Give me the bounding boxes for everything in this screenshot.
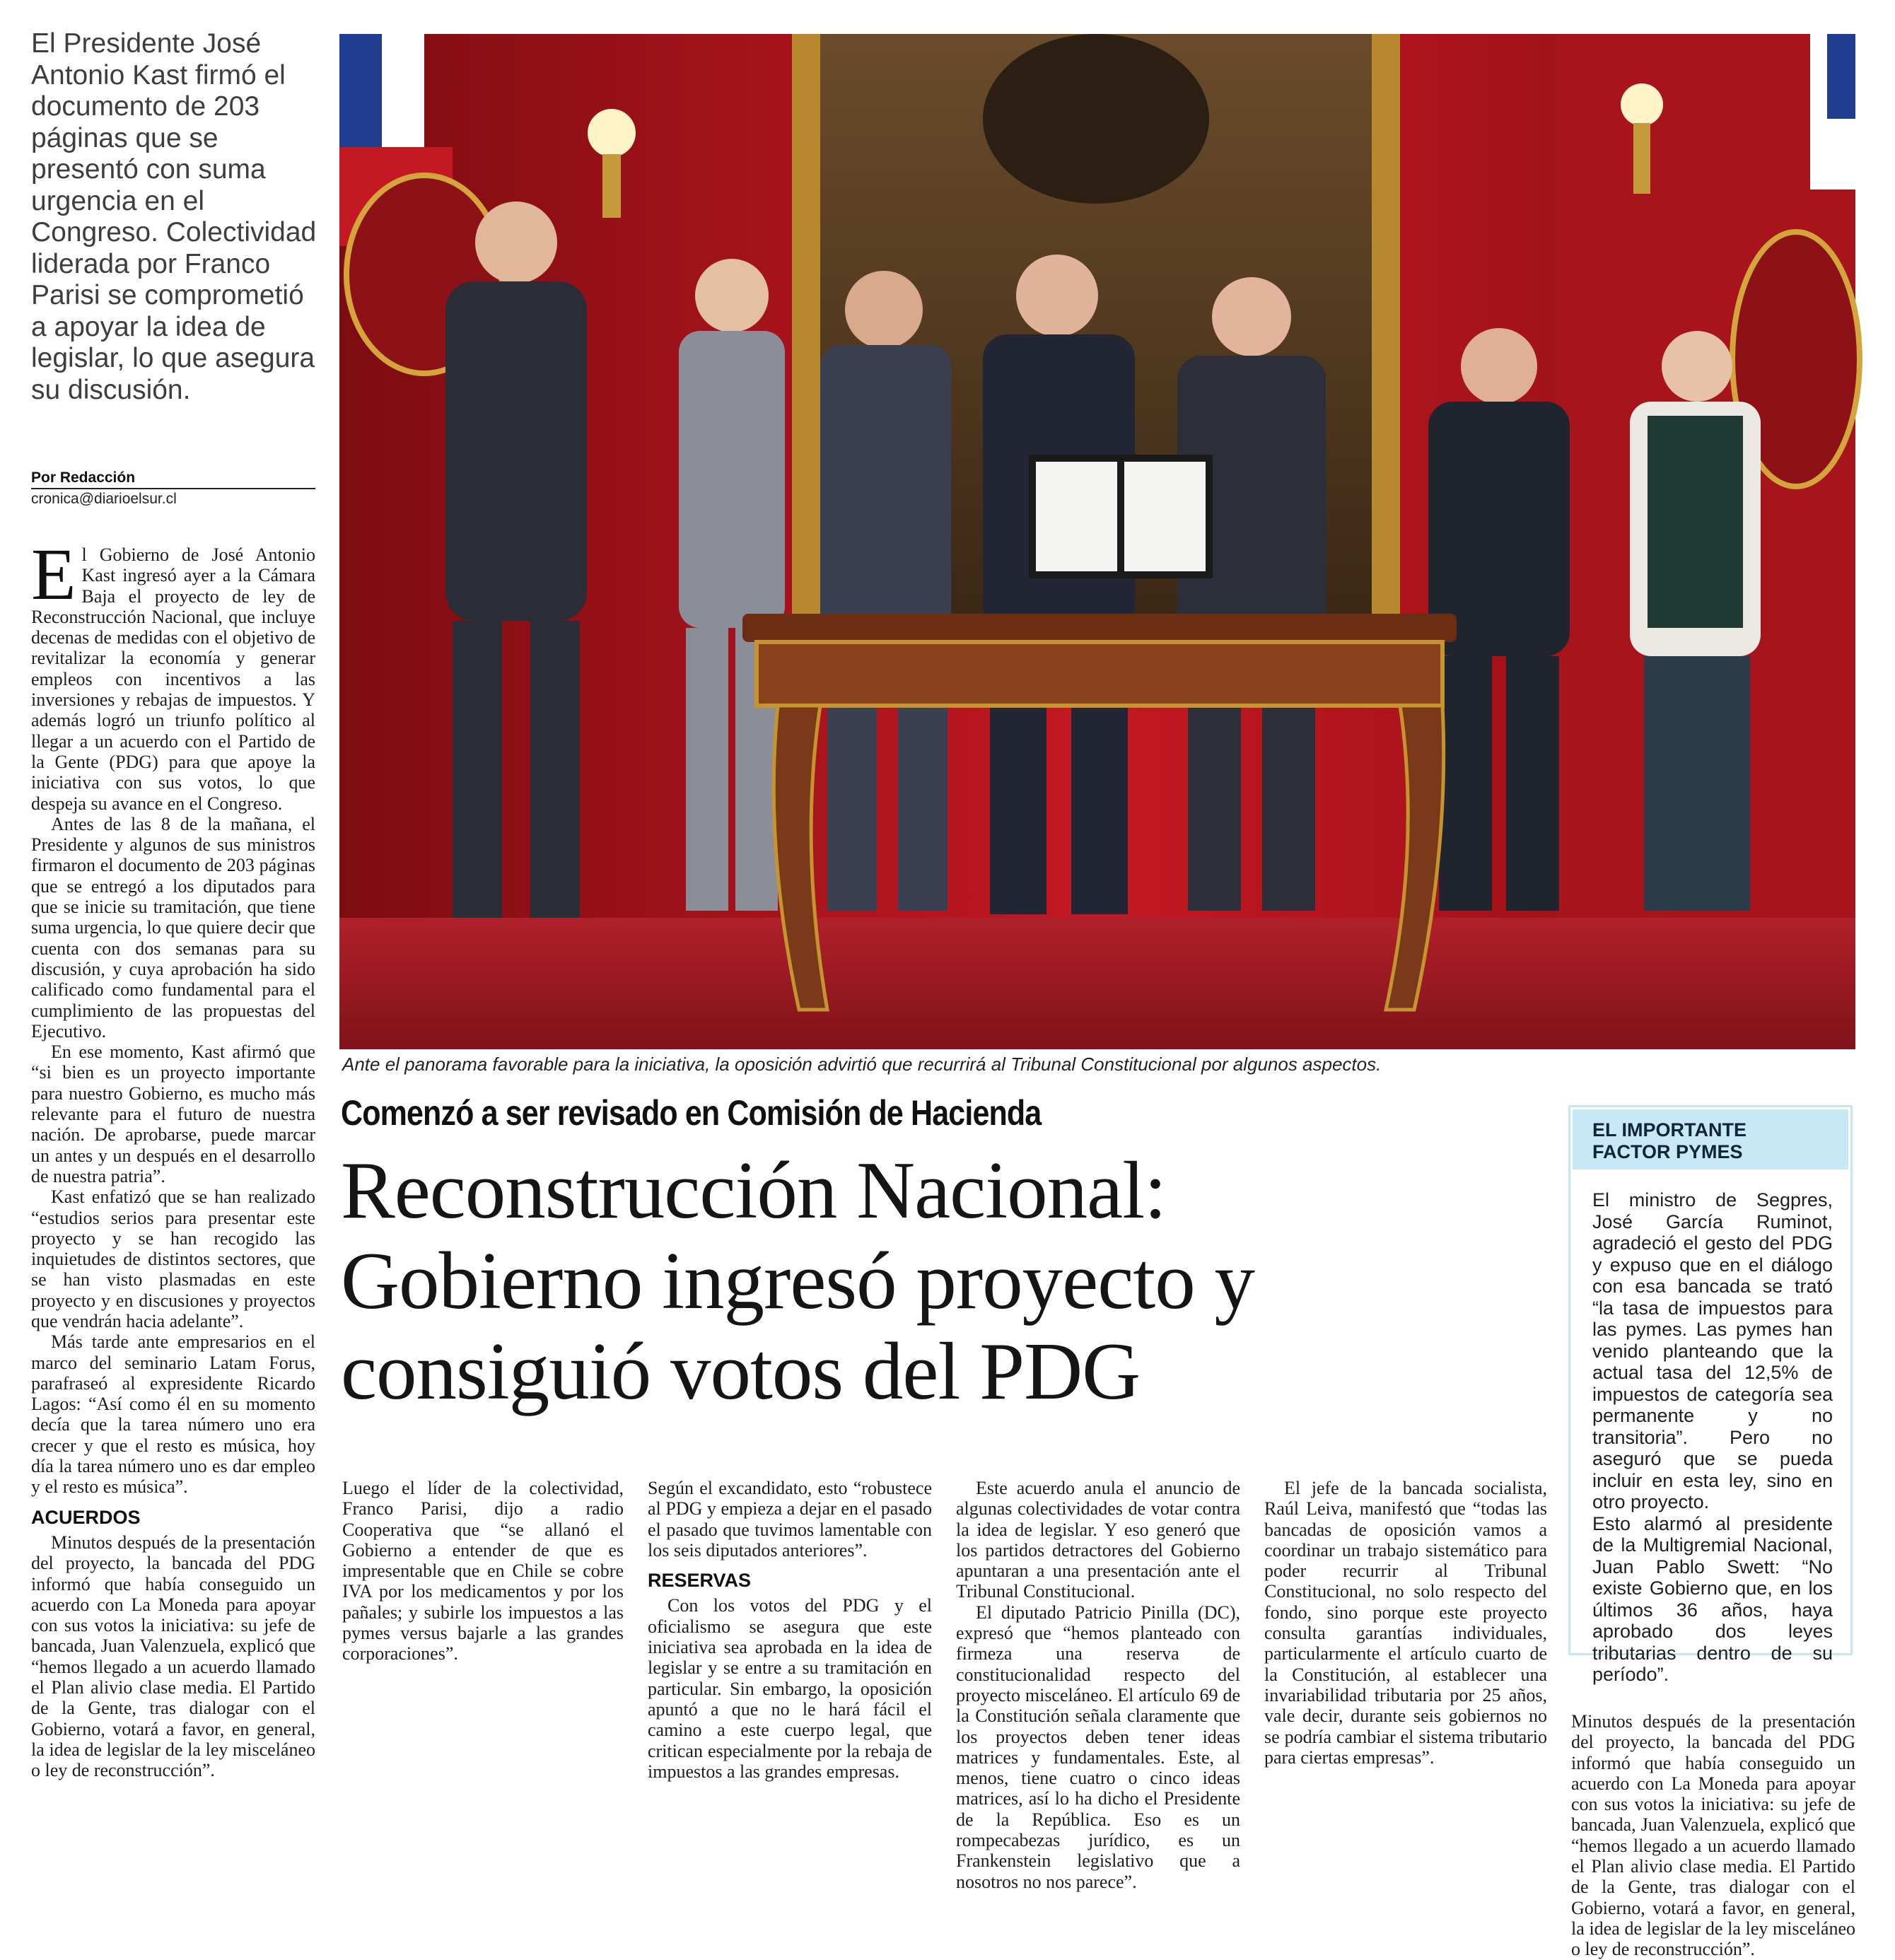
photo-caption: Ante el panorama favorable para la iniciativa, la oposición advirtió que recurrirá al Tribunal Constitucional por algunos aspectos. [342, 1054, 1382, 1075]
paragraph-6: Minutos después de la presentación del proyecto, la bancada del PDG informó que había conseguido un acuerdo con La Moneda para apoyar con sus votos la iniciativa: su jefe de bancada, Juan Valenzuela, explicó que “hemos llegado a un acuerdo llamado el Plan alivio clase media. El Partido de la Gente, tras dialogar con el Gobierno, votará a favor, en general, la idea de legislar de la ley misceláneo o ley de reconstrucción”. [31, 1532, 315, 1781]
byline-author: Por Redacción [31, 469, 315, 489]
article-column-3 [648, 1478, 932, 1782]
sidebar-body [1592, 1189, 1833, 1686]
signed-document [1029, 455, 1213, 578]
chilean-flag-right [1810, 34, 1855, 189]
person-7 [1630, 331, 1761, 911]
paragraph-2: Antes de las 8 de la mañana, el Presidente y algunos de sus ministros firmaron el documento de 203 páginas que se entregó a los diputados para que se inicie su tramitación, que tiene suma urgencia, lo que quiere decir que cuenta con dos semanas para su discusión, y cuya aprobación ha sido calificado como fundamental para el cumplimiento de las propuestas del Ejecutivo. [31, 813, 315, 1042]
byline-email: cronica@diarioelsur.cl [31, 491, 177, 507]
headline [341, 1145, 1254, 1417]
headline-kicker: Comenzó a ser revisado en Comisión de Hacienda [341, 1093, 1042, 1133]
paragraph-8: Según el excandidato, esto “robustece al PDG y empieza a dejar en el pasado el pasado que tuvimos lamentable con los seis diputados anteriores”. [648, 1478, 932, 1561]
sidebar-title [1573, 1109, 1848, 1169]
sidebar-title-line-2: FACTOR PYMES [1592, 1141, 1743, 1162]
paragraph-6-full: Minutos después de la presentación del proyecto, la bancada del PDG informó que había conseguido un acuerdo con La Moneda para apoyar con sus votos la iniciativa: su jefe de bancada, Juan Valenzuela, explicó que “hemos llegado a un acuerdo llamado el Plan alivio clase media. El Partido de la Gente, tras dialogar con el Gobierno, votará a favor, en general, la idea de legislar de la ley misceláneo o ley de reconstrucción”. [1571, 1711, 1855, 1960]
article-column-4 [956, 1478, 1240, 1892]
drop-cap: E [31, 534, 76, 615]
red-carpet [339, 918, 1855, 1049]
article-column-2 [342, 1478, 624, 1727]
sidebar-title-line-1: EL IMPORTANTE [1592, 1119, 1747, 1141]
headline-line-3: consiguió votos del PDG [341, 1326, 1141, 1416]
article-lead: El Presidente José Antonio Kast firmó el documento de 203 páginas que se presentó con suma urgencia en el Congreso. Colectividad liderada por Franco Parisi se comprometió a apoyar la idea de legislar, lo que asegura su discusión. [31, 28, 317, 405]
subhead-acuerdos: ACUERDOS [31, 1506, 141, 1528]
paragraph-10: Este acuerdo anula el anuncio de algunas colectividades de votar contra la idea de legislar. Y eso generó que los partidos detractores del Gobierno apuntaran a una presentación ante el Tribunal Constitucional. [956, 1478, 1240, 1602]
headline-line-2: Gobierno ingresó proyecto y [341, 1236, 1254, 1326]
paragraph-1 [31, 534, 315, 814]
headline-line-1: Reconstrucción Nacional: [341, 1145, 1167, 1235]
article-column-5 [1264, 1478, 1547, 1810]
news-photo [339, 34, 1855, 1049]
subhead-reservas: RESERVAS [648, 1570, 752, 1592]
paragraph-11: El diputado Patricio Pinilla (DC), expresó que “hemos planteado con firmeza una reserva de constitucionalidad respecto del proyecto misceláneo. El artículo 69 de la Constitución señala claramente que los proyectos deben tener ideas matrices y fundamentales. Este, al menos, tiene cuatro o cinco ideas matrices, así lo ha dicho el Presidente de la República. Eso es un rompecabezas jurídico, es un Frankenstein legislativo que a nosotros no nos parece”. [956, 1602, 1240, 1892]
paragraph-5: Más tarde ante empresarios en el marco del seminario Latam Forus, parafraseó al expresidente Ricardo Lagos: “Así como él en su momento decía que la tarea número uno era crecer y que el resto es música, hoy día la tarea número uno es dar empleo y el resto es música”. [31, 1331, 315, 1498]
paragraph-4: Kast enfatizó que se han realizado “estudios serios para presentar este proyecto y se han recogido las inquietudes de distintos sectores, que se han visto plasmadas en este proyecto y en discusiones y proyectos que vendrán hacia adelante”. [31, 1186, 315, 1331]
paragraph-1-text: l Gobierno de José Antonio Kast ingresó ayer a la Cámara Baja el proyecto de ley de Reconstrucción Nacional, que incluye decenas de medidas con el objetivo de revitalizar la economía y generar empleos con incentivos a las inversiones y rebajas de impuestos. Y además logró un triunfo político al llegar a un acuerdo con el Partido de la Gente (PDG) para que apoye la iniciativa con sus votos, lo que despeja su avance en el Congreso. [31, 544, 315, 814]
paragraph-9: Con los votos del PDG y el oficialismo se asegura que este iniciativa sea aprobada en la idea de legislar y se entre a su tramitación en particular. Sin embargo, la oposición apuntó a que no le hará fácil el camino a este cuerpo legal, que critican especialmente por la rebaja de impuestos a las grandes empresas. [648, 1595, 932, 1782]
paragraph-7: Luego el líder de la colectividad, Franco Parisi, dijo a radio Cooperativa que “se allanó el Gobierno a entender de que es impresentable que en Chile se cobre IVA por los medicamentos y por los pañales; y subirle los impuestos a las pymes versus bajarle a las grandes corporaciones”. [342, 1478, 624, 1664]
article-column-1 [31, 534, 315, 1781]
sidebar-paragraph-2: Esto alarmó al presidente de la Multigremial Nacional, Juan Pablo Swett: “No existe Gobierno que, en los últimos 36 años, haya aprobado dos leyes tributarias dentro de su período”. [1592, 1512, 1833, 1685]
paragraph-12: El jefe de la bancada socialista, Raúl Leiva, manifestó que “todas las bancadas de oposición vamos a coordinar un trabajo sistemático para poder recurrir al Tribunal Constitucional, no solo respecto del fondo, sino porque este proyecto consulta garantías individuales, particularmente el artículo cuarto de la Constitución, al establecer una invariabilidad tributaria por 25 años, vale decir, durante seis gobiernos no se podría cambiar el sistema tributario para ciertas empresas”. [1264, 1478, 1547, 1768]
paragraph-3: En ese momento, Kast afirmó que “si bien es un proyecto importante para nuestro Gobierno, es mucho más relevante para el futuro de nuestra nación. De aprobarse, puede marcar un antes y un después en el desarrollo de nuestra patria”. [31, 1042, 315, 1186]
sidebar-paragraph-1: El ministro de Segpres, José García Ruminot, agradeció el gesto del PDG y expuso que en el diálogo con esa bancada se trató “la tasa de impuestos para las pymes. Las pymes han venido planteando que la actual tasa del 12,5% de impuestos de categoría sea permanente y no transitoria”. Pero no aseguró que se pueda incluir en esta ley, sino en otro proyecto. [1592, 1189, 1833, 1512]
article-column-6 [1571, 1711, 1855, 1960]
